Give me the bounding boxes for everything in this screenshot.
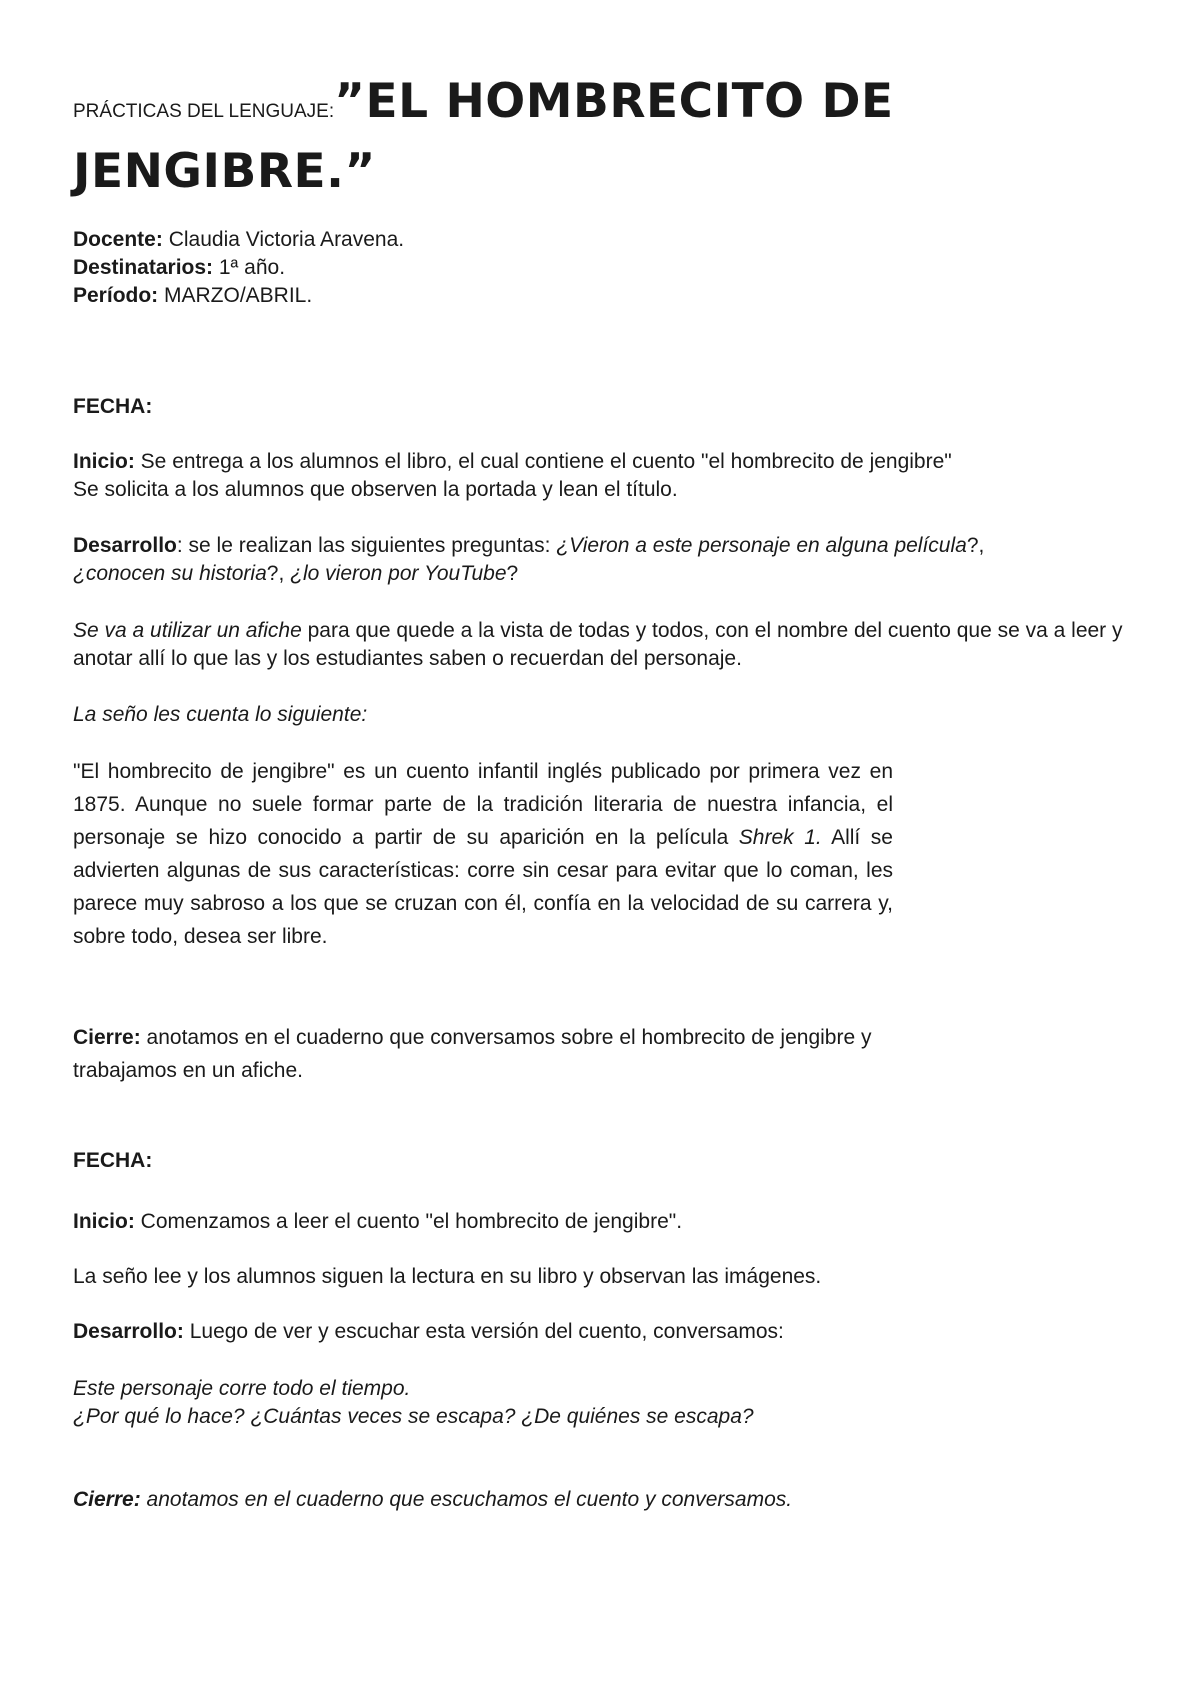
section1-story — [73, 755, 893, 953]
section1-story-p2: Allí se advierten algunas de sus características: corre sin cesar para evitar que lo coman, les parece muy sabroso a los que se cruzan con él, confía en la velocidad de su carrera y, sobre todo, desea ser libre. — [73, 826, 893, 948]
section1-seno: La seño les cuenta lo siguiente: — [73, 703, 368, 726]
periodo-line — [73, 282, 1073, 310]
destinatarios-line — [73, 254, 1073, 282]
periodo-label: Período: — [73, 284, 159, 307]
title-main-line1: ”EL HOMBRECITO DE — [334, 74, 894, 129]
section1-afiche-text: para que quede a la vista de todas y todos, con el nombre del cuento que se va a leer y anotar allí lo que las y los estudiantes saben o recuerdan del personaje. — [73, 619, 1123, 670]
destinatarios-value: 1ª año. — [213, 256, 286, 279]
section2-italic-line2: ¿Por qué lo hace? ¿Cuántas veces se escapa? ¿De quiénes se escapa? — [73, 1405, 754, 1428]
section2-questions — [73, 1375, 1133, 1431]
section1-inicio-text1: Se entrega a los alumnos el libro, el cual contiene el cuento "el hombrecito de jengibre" — [134, 450, 952, 473]
section1-cierre-label: Cierre: — [73, 1026, 141, 1049]
document-meta — [73, 226, 1073, 310]
section2-lee: La seño lee y los alumnos siguen la lectura en su libro y observan las imágenes. — [73, 1265, 822, 1288]
section1-desarrollo-label: Desarrollo — [73, 534, 177, 557]
section1-question-3-end: ? — [506, 562, 519, 585]
section1-inicio — [73, 448, 1133, 504]
section2-inicio-label: Inicio: — [73, 1210, 135, 1233]
docente-line — [73, 226, 1073, 254]
section1-cierre — [73, 1021, 893, 1087]
section2-desarrollo — [73, 1318, 1133, 1346]
title-main-line2: JENGIBRE.” — [73, 144, 376, 199]
docente-value: Claudia Victoria Aravena. — [162, 228, 405, 251]
section2-cierre-text: anotamos en el cuaderno que escuchamos el cuento y conversamos. — [140, 1488, 793, 1511]
section2-desarrollo-text: Luego de ver y escuchar esta versión del cuento, conversamos: — [183, 1320, 784, 1343]
section1-afiche — [73, 617, 1123, 673]
section1-question-2: ¿conocen su historia — [73, 562, 267, 585]
docente-label: Docente: — [73, 228, 163, 251]
section1-afiche-italic: Se va a utilizar un afiche — [73, 619, 302, 642]
document-title — [73, 72, 1133, 211]
section2-inicio-text: Comenzamos a leer el cuento "el hombrecito de jengibre". — [134, 1210, 683, 1233]
section1-inicio-text2: Se solicita a los alumnos que observen la portada y lean el título. — [73, 478, 678, 501]
section2-inicio — [73, 1208, 1133, 1236]
section2-cierre — [73, 1486, 1133, 1514]
section1-desarrollo — [73, 532, 1133, 588]
section1-desarrollo-text: : se le realizan las siguientes preguntas: — [176, 534, 557, 557]
periodo-value: MARZO/ABRIL. — [158, 284, 313, 307]
section2-fecha: FECHA: — [73, 1149, 153, 1172]
title-prefix: PRÁCTICAS DEL LENGUAJE: — [73, 101, 335, 122]
section2-cierre-label: Cierre: — [73, 1488, 141, 1511]
section1-question-1: ¿Vieron a este personaje en alguna película — [556, 534, 967, 557]
section1-question-3: ¿lo vieron por YouTube — [290, 562, 507, 585]
section1-story-p1: "El hombrecito de jengibre" es un cuento infantil inglés publicado por primera vez en 1875. Aunque no suele formar parte de la tradición literaria de nuestra infancia, el personaje se hizo conocido a partir de su aparición en la película — [73, 760, 893, 849]
section2-desarrollo-label: Desarrollo: — [73, 1320, 184, 1343]
section1-cierre-text: anotamos en el cuaderno que conversamos sobre el hombrecito de jengibre y trabajamos en un afiche. — [73, 1026, 872, 1082]
section1-question-2-mid: ?, — [266, 562, 291, 585]
section1-story-italic: Shrek 1. — [738, 826, 822, 849]
section1-question-1-end: ?, — [966, 534, 985, 557]
section1-fecha: FECHA: — [73, 395, 153, 418]
section1-inicio-label: Inicio: — [73, 450, 135, 473]
destinatarios-label: Destinatarios: — [73, 256, 214, 279]
section2-italic-line1: Este personaje corre todo el tiempo. — [73, 1377, 411, 1400]
